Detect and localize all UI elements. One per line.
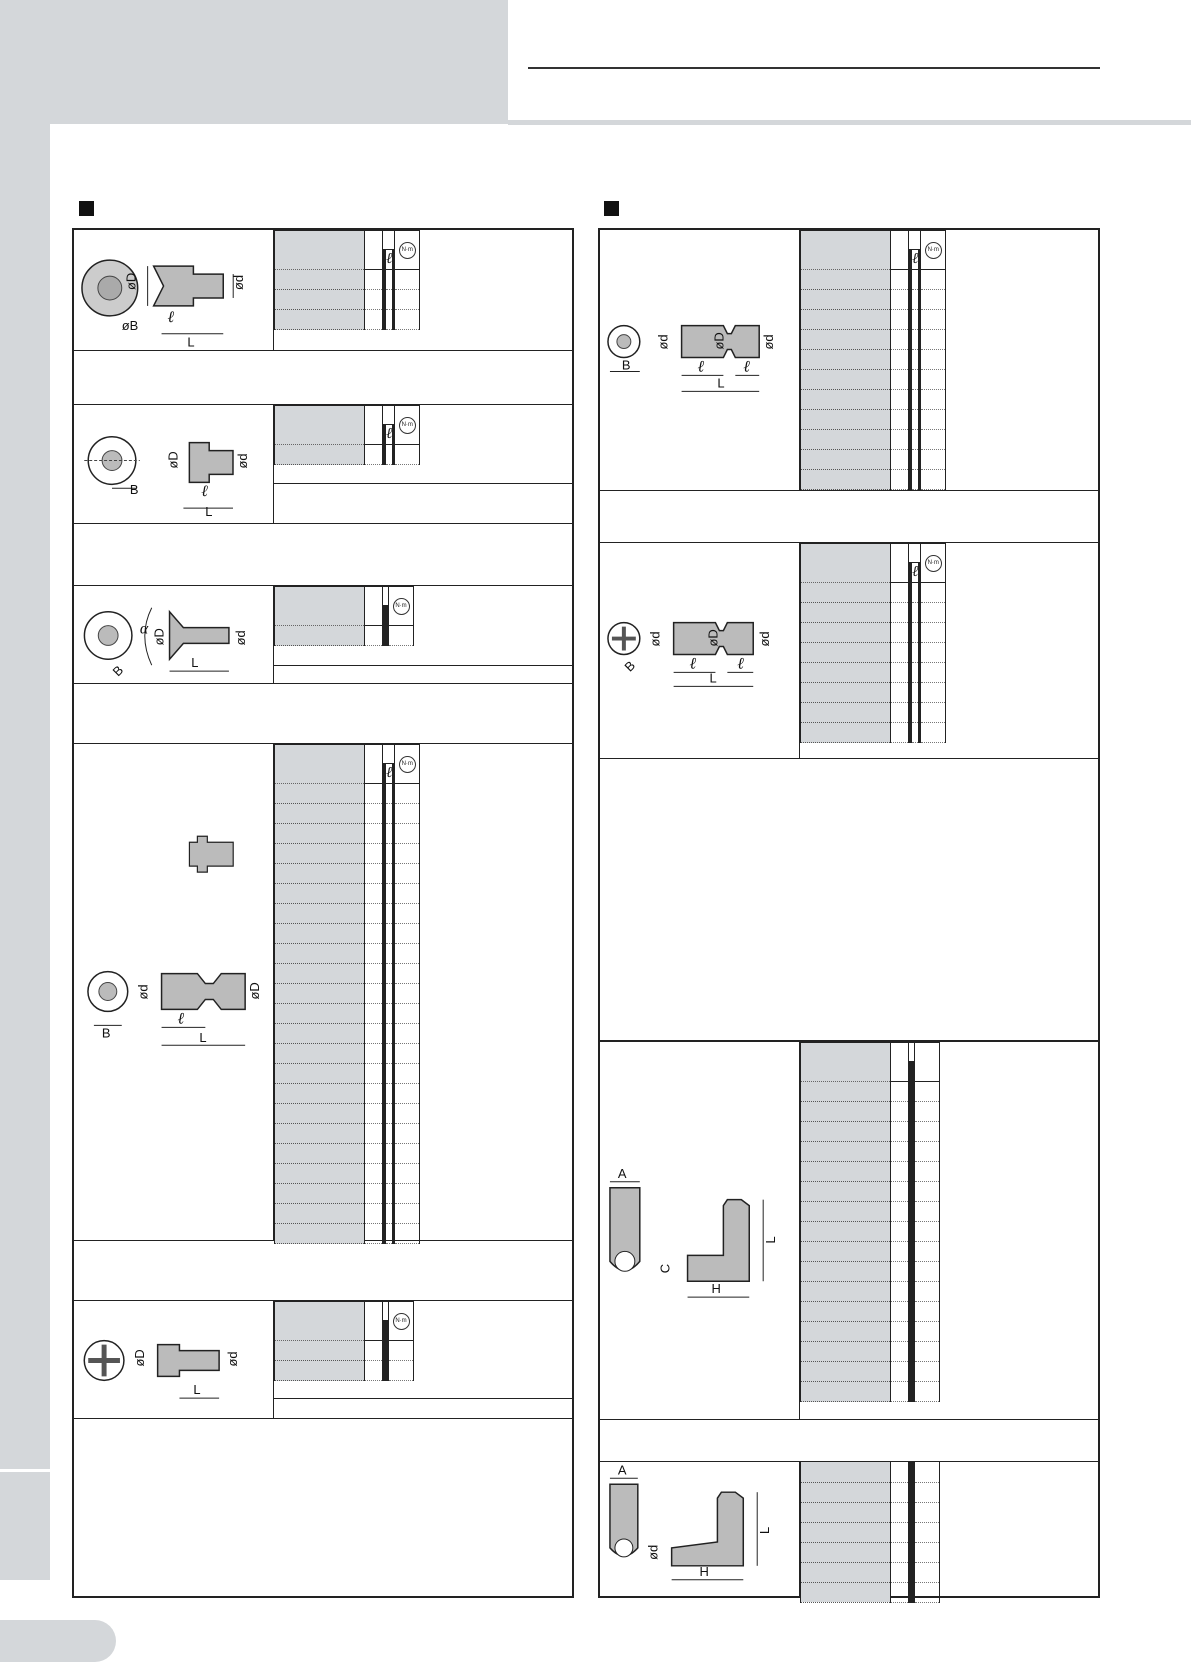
- part-block-2: [74, 405, 572, 524]
- label-length-r1: L: [717, 375, 725, 391]
- label-thread-length-r1b: ℓ: [743, 358, 750, 376]
- header-thread-length: ℓ: [386, 250, 393, 270]
- section-marker-left: [79, 201, 94, 216]
- table-row: [801, 1222, 940, 1242]
- label-length-c2: L: [757, 1526, 773, 1534]
- header-thread-length: ℓ: [912, 250, 919, 270]
- countersunk-screw-drawing: [74, 230, 273, 351]
- torque-icon: N·m: [393, 1313, 410, 1330]
- table-row: [275, 904, 420, 924]
- label-thread-length-r2b: ℓ: [737, 655, 744, 673]
- table-row: [801, 1522, 940, 1542]
- label-thread-diameter: ød: [231, 274, 247, 291]
- label-outer-diameter-r1: øD: [711, 332, 727, 350]
- table-row: [801, 330, 946, 350]
- label-outer-diameter-r2: øD: [705, 629, 721, 647]
- table-row: [801, 470, 946, 490]
- spec-table-5: [274, 1301, 414, 1381]
- table-row: [801, 430, 946, 450]
- label-wrench-size-3: B: [109, 662, 127, 680]
- table-row: [275, 964, 420, 984]
- spec-table-2: [274, 405, 420, 465]
- clamp-drawing-1: [600, 1042, 800, 1419]
- table-row: [801, 1242, 940, 1262]
- table-row: [275, 864, 420, 884]
- label-height: H: [711, 1281, 721, 1297]
- table-row: [801, 1462, 940, 1482]
- torque-icon: N·m: [399, 242, 416, 259]
- table-row: [801, 270, 946, 290]
- clamp-drawing-svg-1: [600, 1042, 799, 1419]
- table-row: [801, 1282, 940, 1302]
- label-offset: C: [657, 1263, 673, 1274]
- torque-icon: N·m: [399, 417, 416, 434]
- table-row: [801, 1502, 940, 1522]
- table-row: [801, 1182, 940, 1202]
- table-row: [275, 924, 420, 944]
- table-row: [801, 1582, 940, 1602]
- header-thread-length: ℓ: [912, 563, 919, 583]
- label-thread-length-r1a: ℓ: [697, 358, 705, 376]
- table-row: [801, 683, 946, 703]
- table-row: [275, 784, 420, 804]
- label-outer-diameter-3: øD: [151, 628, 167, 646]
- table-row: [801, 1482, 940, 1502]
- part-block-4: [74, 744, 572, 1241]
- right-spec-table-2: [800, 543, 946, 743]
- table-row: [275, 944, 420, 964]
- table-row: [801, 1262, 940, 1282]
- table-row: [275, 1024, 420, 1044]
- table-row: [801, 1122, 940, 1142]
- flange-screw-drawing: [74, 405, 273, 523]
- page-number-tab: [0, 1620, 116, 1662]
- note-block-5: [74, 1419, 572, 1596]
- table-row: [801, 390, 946, 410]
- label-length-c1: L: [763, 1236, 779, 1244]
- label-thread-diameter-4: ød: [135, 984, 151, 1000]
- tapered-screw-drawing: [74, 586, 273, 683]
- right-note-block-2: [600, 759, 1098, 1019]
- label-length-3: L: [191, 655, 199, 671]
- label-length-5: L: [193, 1382, 201, 1398]
- part-block-3: [74, 586, 572, 684]
- sidebar-tab[interactable]: [0, 1469, 50, 1580]
- table-row: [801, 623, 946, 643]
- table-row: [275, 1084, 420, 1104]
- label-height-2: H: [699, 1563, 709, 1579]
- phillips-screw-drawing: [74, 1301, 273, 1418]
- note-block-4: [74, 1241, 572, 1301]
- table-row: [801, 603, 946, 623]
- right-part-block-2: [600, 543, 1098, 759]
- table-row: [801, 643, 946, 663]
- torque-icon: N·m: [399, 756, 416, 773]
- table-row: [275, 844, 420, 864]
- header-rule: [528, 67, 1100, 69]
- clamp-drawing-2: [600, 1462, 800, 1596]
- table-row: [275, 984, 420, 1004]
- table-row: [801, 1342, 940, 1362]
- table-row: [801, 1362, 940, 1382]
- label-outer-diameter-4: øD: [247, 982, 263, 1000]
- right-spec-table-1: [800, 230, 946, 490]
- label-width-2: A: [617, 1462, 627, 1478]
- table-row: [801, 1322, 940, 1342]
- label-thread-length: ℓ: [167, 308, 175, 326]
- header-band-left: [0, 0, 508, 124]
- label-thread-diameter-3: ød: [232, 630, 248, 646]
- double-end-screw-drawing-1: [600, 230, 799, 490]
- table-row: [801, 1142, 940, 1162]
- torque-icon: N·m: [925, 242, 942, 259]
- part-drawing-1: [74, 230, 274, 351]
- table-row: [275, 824, 420, 844]
- table-row: [801, 290, 946, 310]
- clamp-spec-table-2: [800, 1462, 940, 1603]
- note-block-3: [74, 684, 572, 744]
- table-row: [801, 1162, 940, 1182]
- note-block-1: [74, 351, 572, 405]
- label-length: L: [187, 334, 195, 350]
- label-angle: α: [139, 620, 149, 638]
- table-row: [801, 1382, 940, 1402]
- label-thread-length-4: ℓ: [177, 1010, 185, 1028]
- clamp-block-1: [600, 1042, 1098, 1420]
- table-row: [275, 1204, 420, 1224]
- part-drawing-5: [74, 1301, 274, 1418]
- spec-table-3: [274, 586, 414, 646]
- header-bottom-band: [508, 120, 1191, 125]
- label-wrench-dia: øB: [121, 317, 139, 333]
- label-thread-length-r2a: ℓ: [689, 655, 697, 673]
- table-row: [275, 1144, 420, 1164]
- note-block-2: [74, 524, 572, 586]
- table-row: [801, 370, 946, 390]
- double-screw-drawing: [74, 744, 273, 1240]
- table-row: [801, 663, 946, 683]
- table-row: [801, 723, 946, 743]
- part-block-5: [74, 1301, 572, 1419]
- label-width: A: [617, 1165, 627, 1181]
- table-row: [275, 1004, 420, 1024]
- left-sidebar: [0, 124, 50, 1580]
- table-row: [801, 410, 946, 430]
- part-drawing-4: [74, 744, 274, 1240]
- spec-table-4: [274, 744, 420, 1244]
- right-drawing-1: [600, 230, 800, 490]
- clamp-note-block-1: [600, 1420, 1098, 1462]
- table-row: [801, 703, 946, 723]
- table-row: [801, 1562, 940, 1582]
- label-thread-diameter-2: ød: [234, 453, 250, 469]
- table-row: [801, 1302, 940, 1322]
- label-wrench-size-r1: B: [621, 357, 631, 373]
- clamp-spec-table-1: [800, 1042, 940, 1402]
- label-wrench-size-4: B: [101, 1025, 111, 1041]
- table-row: [801, 1202, 940, 1222]
- right-part-block-1: [600, 230, 1098, 491]
- note-cell-3: [274, 665, 572, 683]
- table-row: [275, 1064, 420, 1084]
- table-row: [801, 350, 946, 370]
- clamp-drawing-svg-2: [600, 1462, 799, 1596]
- label-thread-diameter-r2b: ød: [757, 631, 773, 647]
- label-thread-diameter-r1a: ød: [655, 334, 671, 350]
- label-thread-diameter-c2: ød: [645, 1544, 661, 1560]
- part-drawing-2: [74, 405, 274, 523]
- label-length-4: L: [199, 1030, 207, 1046]
- label-length-r2: L: [709, 670, 717, 686]
- label-thread-diameter-r2a: ød: [647, 631, 663, 647]
- header-cell: [275, 231, 365, 270]
- label-length-2: L: [205, 504, 213, 520]
- table-row: [801, 450, 946, 470]
- table-row: [801, 1542, 940, 1562]
- part-drawing-3: [74, 586, 274, 683]
- clamp-panel: [598, 1040, 1100, 1598]
- spec-table-1: [274, 230, 420, 330]
- label-thread-length-2: ℓ: [201, 483, 208, 501]
- header-thread-length: ℓ: [386, 764, 393, 784]
- left-parts-panel: [72, 228, 574, 1598]
- table-row: [275, 1104, 420, 1124]
- header-title-area: [508, 0, 1191, 124]
- table-row: [275, 1044, 420, 1064]
- double-end-screw-drawing-2: [600, 543, 799, 758]
- table-row: [801, 1102, 940, 1122]
- header-thread-length: ℓ: [386, 425, 393, 445]
- table-row: [275, 1184, 420, 1204]
- label-thread-diameter-5: ød: [224, 1351, 240, 1367]
- table-row: [801, 310, 946, 330]
- table-row: [801, 1082, 940, 1102]
- label-thread-diameter-r1b: ød: [761, 334, 777, 350]
- label-outer-diameter-5: øD: [131, 1349, 147, 1367]
- table-row: [275, 1164, 420, 1184]
- right-drawing-2: [600, 543, 800, 758]
- label-outer-diameter-2: øD: [165, 451, 181, 469]
- torque-icon: N·m: [393, 598, 410, 615]
- table-row: [275, 1124, 420, 1144]
- clamp-block-2: [600, 1462, 1098, 1596]
- label-outer-diameter: øD: [123, 272, 139, 291]
- table-row: [801, 583, 946, 603]
- note-cell-2: [274, 483, 572, 523]
- table-row: [275, 804, 420, 824]
- right-note-block-1: [600, 491, 1098, 543]
- part-block-1: [74, 230, 572, 351]
- table-row: [275, 884, 420, 904]
- note-cell-5: [274, 1398, 572, 1418]
- label-wrench-size-r2: B: [621, 657, 639, 675]
- torque-icon: N·m: [925, 555, 942, 572]
- section-marker-right-top: [604, 201, 619, 216]
- label-wrench-size: B: [129, 482, 139, 498]
